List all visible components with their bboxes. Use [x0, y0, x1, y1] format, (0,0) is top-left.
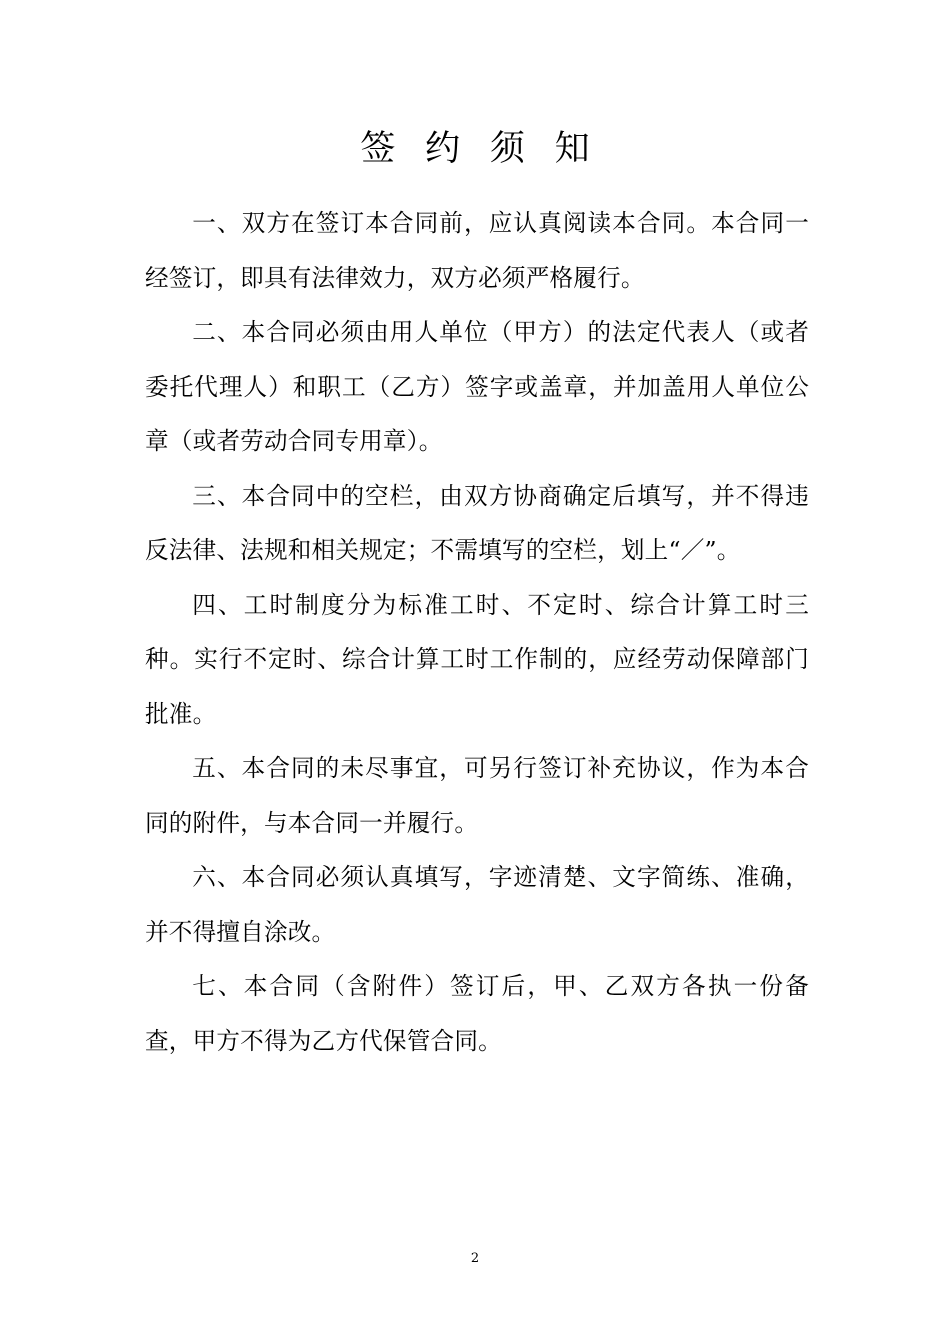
- clause-3: 三、本合同中的空栏，由双方协商确定后填写，并不得违反法律、法规和相关规定；不需填写的空栏，划上“／”。: [145, 481, 809, 564]
- page-title: 签约须知: [360, 129, 620, 170]
- clause-7: 七、本合同（含附件）签订后，甲、乙双方各执一份备查，甲方不得为乙方代保管合同。: [145, 972, 809, 1055]
- clause-4: 四、工时制度分为标准工时、不定时、综合计算工时三种。实行不定时、综合计算工时工作制的，应经劳动保障部门批准。: [145, 590, 809, 728]
- clause-1: 一、双方在签订本合同前，应认真阅读本合同。本合同一经签订，即具有法律效力，双方必须严格履行。: [145, 209, 809, 292]
- clause-5: 五、本合同的未尽事宜，可另行签订补充协议，作为本合同的附件，与本合同一并履行。: [145, 754, 809, 837]
- page-number: 2: [470, 1251, 480, 1266]
- document-body: [145, 196, 809, 1068]
- clause-2: 二、本合同必须由用人单位（甲方）的法定代表人（或者委托代理人）和职工（乙方）签字或盖章，并加盖用人单位公章（或者劳动合同专用章）。: [145, 318, 809, 455]
- clause-6: 六、本合同必须认真填写，字迹清楚、文字简练、准确，并不得擅自涂改。: [145, 863, 809, 946]
